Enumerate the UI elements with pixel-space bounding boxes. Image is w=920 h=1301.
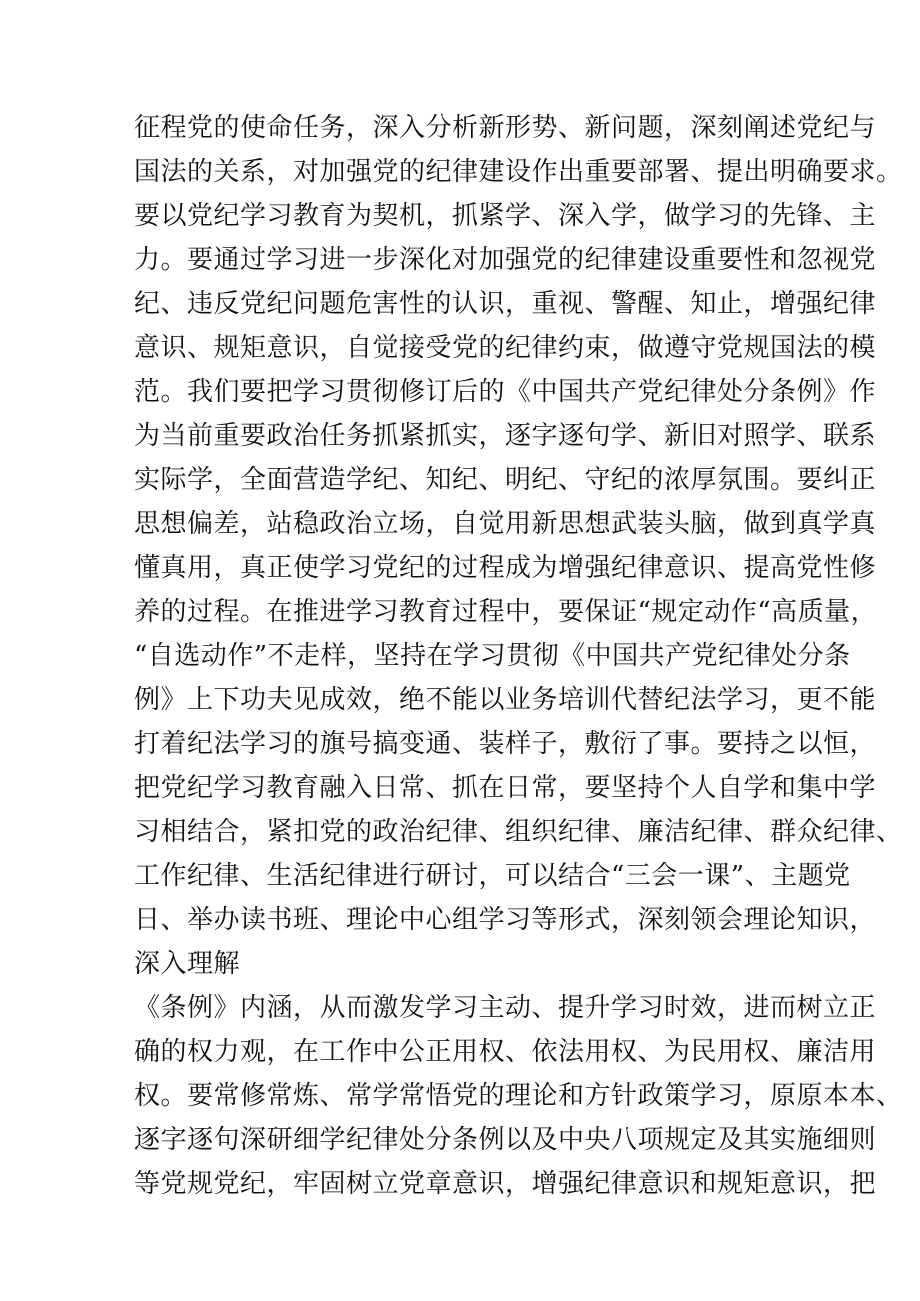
text-line-13: “自选动作”不走样，坚持在学习贯彻《中国共产党纪律处分条	[134, 641, 851, 671]
text-line-20: 深入理解	[134, 949, 241, 979]
text-line-10: 思想偏差，站稳政治立场，自觉用新思想武装头脑，做到真学真	[134, 509, 877, 539]
text-line-19: 日、举办读书班、理论中心组学习等形式，深刻领会理论知识，	[134, 905, 877, 935]
text-line-1: 征程党的使命任务，深入分析新形势、新问题，深刻阐述党纪与	[134, 113, 877, 143]
text-line-22: 确的权力观，在工作中公正用权、依法用权、为民用权、廉洁用	[134, 1037, 877, 1067]
text-line-3: 要以党纪学习教育为契机，抓紧学、深入学，做学习的先锋、主	[134, 201, 877, 231]
text-line-11: 懂真用，真正使学习党纪的过程成为增强纪律意识、提高党性修	[134, 553, 877, 583]
text-line-5: 纪、违反党纪问题危害性的认识，重视、警醒、知止，增强纪律	[134, 289, 877, 319]
text-line-16: 把党纪学习教育融入日常、抓在日常，要坚持个人自学和集中学	[134, 773, 877, 803]
text-line-23: 权。要常修常炼、常学常悟党的理论和方针政策学习，原原本本、	[134, 1081, 903, 1111]
text-line-25: 等党规党纪，牢固树立党章意识，增强纪律意识和规矩意识，把	[134, 1169, 877, 1199]
text-line-15: 打着纪法学习的旗号搞变通、装样子，敷衍了事。要持之以恒，	[134, 729, 877, 759]
text-line-21: 《条例》内涵，从而激发学习主动、提升学习时效，进而树立正	[134, 993, 877, 1023]
text-line-14: 例》上下功夫见成效，绝不能以业务培训代替纪法学习，更不能	[134, 685, 877, 715]
text-line-8: 为当前重要政治任务抓紧抓实，逐字逐句学、新旧对照学、联系	[134, 421, 877, 451]
text-line-18: 工作纪律、生活纪律进行研讨，可以结合“三会一课”、主题党	[134, 861, 851, 891]
text-line-7: 范。我们要把学习贯彻修订后的《中国共产党纪律处分条例》作	[134, 377, 877, 407]
text-line-17: 习相结合，紧扣党的政治纪律、组织纪律、廉洁纪律、群众纪律、	[134, 817, 903, 847]
text-line-6: 意识、规矩意识，自觉接受党的纪律约束，做遵守党规国法的模	[134, 333, 877, 363]
text-line-12: 养的过程。在推进学习教育过程中，要保证“规定动作“高质量，	[134, 597, 878, 627]
text-line-24: 逐字逐句深研细学纪律处分条例以及中央八项规定及其实施细则	[134, 1125, 877, 1155]
text-line-9: 实际学，全面营造学纪、知纪、明纪、守纪的浓厚氛围。要纠正	[134, 465, 877, 495]
text-line-4: 力。要通过学习进一步深化对加强党的纪律建设重要性和忽视党	[134, 245, 877, 275]
text-line-2: 国法的关系，对加强党的纪律建设作出重要部署、提出明确要求。	[134, 157, 903, 187]
